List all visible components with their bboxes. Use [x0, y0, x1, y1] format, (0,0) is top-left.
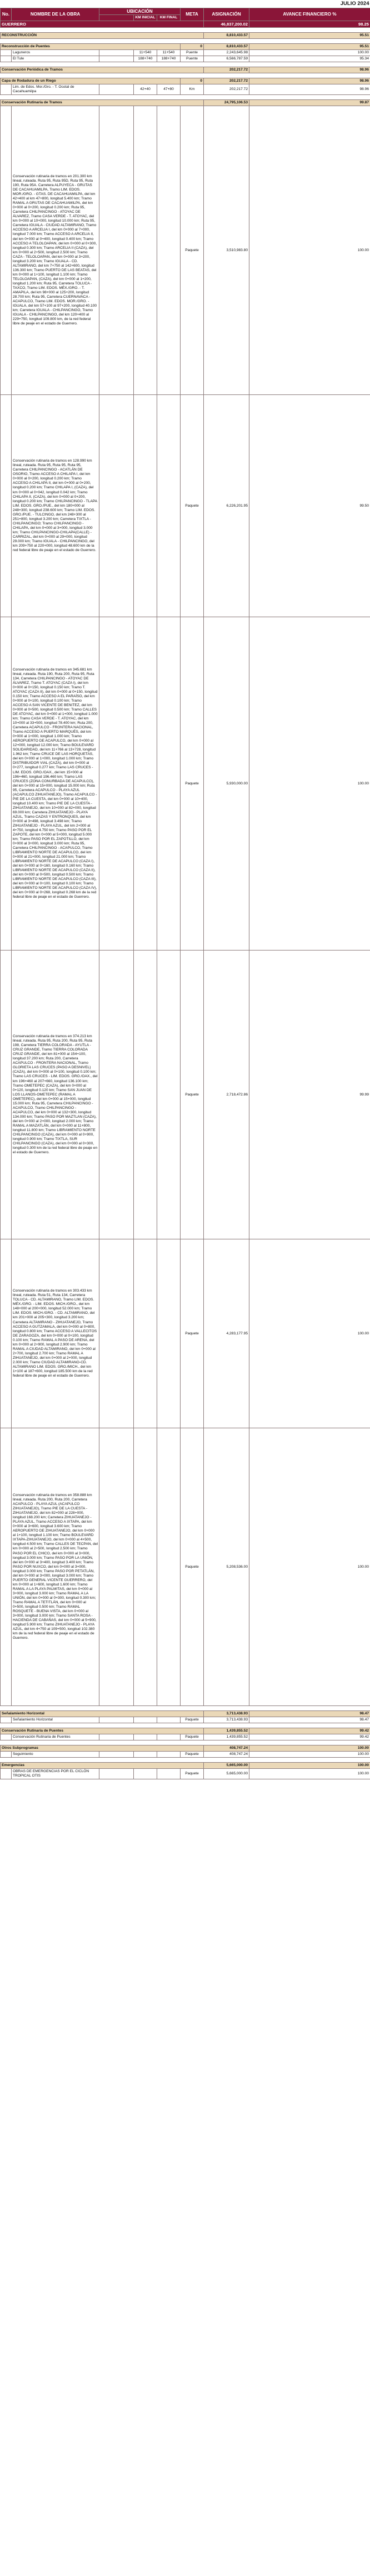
item-ubicacion	[99, 1769, 134, 1779]
item-km-inicial	[134, 1734, 157, 1740]
item-number	[1, 1428, 12, 1706]
spacer-cell	[1, 1758, 370, 1763]
header-meta: META	[181, 8, 204, 21]
spacer-cell	[1, 1706, 370, 1711]
item-asignacion: 5,665,000.00	[204, 1769, 249, 1779]
section-title: Conservación Periódica de Tramos	[1, 67, 204, 73]
item-avance: 99.50	[249, 395, 370, 617]
item-nombre: Conservación Rutinaria de Puentes	[12, 1734, 99, 1740]
item-km-final	[157, 106, 181, 395]
spacer-row	[1, 73, 370, 78]
item-km-final	[157, 1734, 181, 1740]
item-nombre: OBRAS DE EMERGENCIAS POR EL CICLÓN TROPICAL OTIS	[12, 1769, 99, 1779]
item-asignacion: 6,226,201.95	[204, 395, 249, 617]
item-avance: 95.34	[249, 56, 370, 62]
spacer-row	[1, 1758, 370, 1763]
spacer-row	[1, 1740, 370, 1745]
item-nombre: Señalamiento Horizontal	[12, 1717, 99, 1723]
item-ubicacion	[99, 1752, 134, 1758]
header-asignacion: ASIGNACIÓN	[204, 8, 249, 21]
subsection-meta: 0	[181, 43, 204, 49]
item-km-inicial	[134, 1769, 157, 1779]
item-km-inicial	[134, 1752, 157, 1758]
item-ubicacion	[99, 395, 134, 617]
item-km-inicial	[134, 1428, 157, 1706]
state-name: GUERRERO	[1, 21, 204, 27]
item-row	[1, 56, 370, 62]
item-meta: Paquete	[181, 1769, 204, 1779]
item-ubicacion	[99, 951, 134, 1239]
section-asignacion: 5,665,000.00	[204, 1763, 249, 1769]
subsection-title: Capa de Rodadura de un Riego	[1, 78, 181, 84]
item-km-final	[157, 1752, 181, 1758]
item-km-final: 11+540	[157, 49, 181, 56]
item-km-final: 47+80	[157, 84, 181, 95]
section-avance: 98.96	[249, 67, 370, 73]
item-ubicacion	[99, 1428, 134, 1706]
header-ubicacion-blank	[99, 15, 134, 21]
spacer-row	[1, 27, 370, 32]
month-label: JULIO 2024	[340, 1, 369, 7]
item-number	[1, 56, 12, 62]
item-meta: Paquete	[181, 1717, 204, 1723]
spacer-cell	[1, 62, 370, 67]
subsection-row	[1, 78, 370, 84]
item-asignacion: 5,930,000.00	[204, 617, 249, 951]
item-asignacion: 5,208,536.00	[204, 1428, 249, 1706]
item-km-inicial	[134, 106, 157, 395]
item-ubicacion	[99, 84, 134, 95]
item-row	[1, 49, 370, 56]
header-km-inicial: KM INICIAL	[134, 15, 157, 21]
item-number	[1, 84, 12, 95]
item-nombre: Seguimiento	[12, 1752, 99, 1758]
section-title: Señalamiento Horizontal	[1, 1711, 204, 1717]
spacer-row	[1, 38, 370, 43]
item-row	[1, 1734, 370, 1740]
subsection-meta: 0	[181, 78, 204, 84]
item-km-inicial	[134, 617, 157, 951]
item-nombre: Lim. de Edos. Mor./Gro. - T. Ocotal de Cacahuamilpa	[12, 84, 99, 95]
spacer-cell	[1, 38, 370, 43]
section-asignacion: 1,439,855.52	[204, 1728, 249, 1734]
item-row	[1, 1752, 370, 1758]
item-asignacion: 3,713,438.93	[204, 1717, 249, 1723]
section-avance: 100.00	[249, 1745, 370, 1752]
spacer-cell	[1, 73, 370, 78]
spacer-cell	[1, 1723, 370, 1728]
section-title: Conservación Rutinaria de Puentes	[1, 1728, 204, 1734]
section-title: Conservación Rutinaria de Tramos	[1, 100, 204, 106]
section-row	[1, 100, 370, 106]
section-title: Emergencias	[1, 1763, 204, 1769]
item-km-final	[157, 1239, 181, 1428]
item-avance: 98.96	[249, 84, 370, 95]
subsection-avance: 98.96	[249, 78, 370, 84]
item-km-final	[157, 395, 181, 617]
item-km-inicial	[134, 951, 157, 1239]
item-nombre: Conservación rutinaria de tramos en 345.681 km lineal, ruteada. Ruta 190, Ruta 200, Ruta 95, Ruta 134, Carretera CHILPANCINGO - ATOYAC DE ÁLVAREZ, Tramo T. ATOYAC (CAZA I), del km 0+000 al 0+150, longitud 0.150 km; Tramo T. ATOYAC (CAZA II), del km 0+000 al 0+150, longitud 0.150 km; Tramo ACCESO A EL PARAÍSO, del km 0+000 al 0+100, longitud 0.100 km; Tramo ACCESO A SAN VICENTE DE BENITEZ, del km 0+000 al 0+500, longitud 0.500 km; Tramo CALLES DE ATOYAC, del km 0+000 al 1+000, longitud 1.000 km; Tramo CASA VERDE - T. ATOYAC, del km 10+000 al 33+500, longitud 78.400 km; Ruta 200, Carretera ACAPULCO - FRONTERA NACIONAL, Tramo ACCESO A PUERTO MARQUÉS, del km 0+000 al 1+000, longitud 1.000 km; Tramo AEROPUERTO DE ACAPULCO, del km 0+000 al 12+000, longitud 12.000 km; Tramo BOULEVARD SOLIDARIDAD, del km 11+766 al 13+728, longitud 1.962 km; Tramo CRUCE DE LAS HORQUETAS, del km 0+000 al 1+000, longitud 1.000 km; Tramo DISTRIBUIDOR VIAL (CAZA), del km 0+000 al 0+277, longitud 0.277 km; Tramo LAS CRUCES - LIM. EDOS. GRO./OAX., del km 15+000 al 196+460, longitud 196.460 km; Tramo LAS CRUCES (ZONA CONURBADA DE ACAPULCO), del km 0+000 al 15+000, longitud 15.000 km; Ruta 95, Carretera ACAPULCO - PLAYA AZUL (ACAPULCO ZIHUATANEJO), Tramo ACAPULCO - PIE DE LA CUESTA, del km 0+000 al 10+400, longitud 10.400 km; Tramo PIE DE LA CUESTA - ZIHUATANEJO, del km 10+000 al 82+000, longitud 69.000 km; Carretera ZIHUATANEJO - PLAYA AZUL, Tramo CAZAS Y ENTRONQUES, del km 0+000 al 3+498, longitud 3.498 km; Tramo ZIHUATANEJO - PLAYA AZUL, del km 2+000 al 4+750, longitud 4.750 km; Tramo PASO POR EL ZAPOTE, del km 0+000 al 5+000, longitud 5.000 km; Tramo PASO POR EL ZAPOTILLO, del km 0+000 al 3+000, longitud 3.000 km; Ruta 95, Carretera CHILPANCINGO - ACAPULCO, Tramo LIBRAMIENTO NORTE DE ACAPULCO, del km 0+000 al 21+000, longitud 21.000 km; Tramo LIBRAMIENTO NORTE DE ACAPULCO (CAZA I), del km 0+000 al 0+160, longitud 0.160 km; Tramo LIBRAMIENTO NORTE DE ACAPULCO (CAZA II), del km 0+000 al 0+500, longitud 0.500 km; Tramo LIBRAMIENTO NORTE DE ACAPULCO (CAZA III), del km 0+000 al 0+100, longitud 0.100 km; Tramo LIBRAMIENTO NORTE DE ACAPULCO (CAZA IV), del km 0+000 al 0+268, longitud 0.268 km de la red federal libre de peaje en el estado de Guerrero.	[12, 617, 99, 951]
item-km-inicial	[134, 1239, 157, 1428]
item-avance: 100.00	[249, 1239, 370, 1428]
item-avance: 100.00	[249, 49, 370, 56]
subsection-row	[1, 43, 370, 49]
month-row	[1, 0, 370, 8]
item-nombre: Conservación rutinaria de tramos en 358.888 km lineal, ruteada. Ruta 200, Ruta 200, Carretera ACAPULCO - PLAYA AZUL (ACAPULCO ZIHUATANEJO), Tramo PIE DE LA CUESTA - ZIHUATANEJO, del km 82+000 al 228+000, longitud 168.200 km; Carretera ZIHUATANEJO - PLAYA AZUL, Tramo ACCESO A IXTAPA, del km 0+000 al 3+600, longitud 3.600 km; Tramo AEROPUERTO DE ZIHUATANEJO, del km 0+000 al 1+100, longitud 1.100 km; Tramo BOULEVARD IXTAPA-ZIHUATANEJO, del km 0+000 al 4+500, longitud 4.500 km; Tramo CALLES DE TECPAN, del km 0+000 al 2+500, longitud 2.500 km; Tramo PASO POR EL CHICO, del km 0+000 al 3+000, longitud 3.000 km; Tramo PASO POR LA UNIÓN, del km 0+000 al 3+400, longitud 3.400 km; Tramo PASO POR NUXCO, del km 0+000 al 3+000, longitud 3.000 km; Tramo PASO POR PETATLÁN, del km 0+000 al 3+000, longitud 3.000 km; Tramo PUERTO GENERAL VICENTE GUERRERO, del km 0+000 al 1+600, longitud 1.600 km; Tramo RAMAL A LA PLAYA PALMITAS, del km 0+000 al 3+000, longitud 3.000 km; Tramo RAMAL A LA UNIÓN, del km 0+000 al 0+300, longitud 0.300 km; Tramo RAMAL A TETITLÁN, del km 0+000 al 0+500, longitud 0.500 km; Tramo RAMAL ROSQUETE - BUENA VISTA, del km 0+000 al 3+000, longitud 3.000 km; Tramo SANTA ROSA - HACIENDA DE CABAÑAS, del km 0+000 al 5+900, longitud 5.900 km; Tramo ZIHUATANEJO - PLAYA AZUL, del km 4+750 al 109+500, longitud 102.380 km de la red federal libre de peaje en el estado de Guerrero.	[12, 1428, 99, 1706]
item-meta: Paquete	[181, 617, 204, 951]
state-avance: 98.25	[249, 21, 370, 27]
header-row	[1, 8, 370, 14]
item-nombre: Conservación rutinaria de tramos en 374.213 km lineal, ruteada. Ruta 95, Ruta 200, Ruta 95, Ruta 198, Carretera TIERRA COLORADA - AYUTLA - CRUZ GRANDE, Tramo TIERRA COLORADA CRUZ GRANDE, del km 81+000 al 154+100, longitud 37.200 km; Ruta 200, Carretera ACAPULCO - FRONTERA NACIONAL, Tramo GLORIETA LAS CRUCES (PASO A DESNIVEL) (CAZA), del km 0+000 al 0+100, longitud 0.100 km; Tramo LAS CRUCES - LIM. EDOS. GRO./OAX., del km 196+460 al 207+660, longitud 136.100 km; Tramo OMETEPEC (CAZA), del km 0+000 al 0+120, longitud 0.120 km; Tramo SAN JUAN DE LOS LLANOS-OMETEPEC (RAMAL A OMETEPEC), del km 0+000 al 15+000, longitud 15.000 km; Ruta 95, Carretera CHILPANCINGO - ACAPULCO, Tramo CHILPANCINGO - ACAPULCO, del km 0+000 al 132+300, longitud 134.000 km; Tramo PASO POR MAZTLAN (CAZA), del km 0+000 al 2+000, longitud 2.000 km; Tramo RAMAL A MAZATLÁN, del km 0+000 al 11+800, longitud 11.800 km; Tramo LIBRAMIENTO NORTE CHILPANCINGO (CAZA), del km 0+000 al 0+900, longitud 0.900 km; Tramo TIXTLA, SUR CHILPANCINGO (CAZA), del km 0+000 al 0+300, longitud 0.300 km de la red federal libre de peaje en el estado de Guerrero.	[12, 951, 99, 1239]
item-ubicacion	[99, 1717, 134, 1723]
item-number	[1, 1734, 12, 1740]
item-row	[1, 106, 370, 395]
item-km-final	[157, 951, 181, 1239]
item-ubicacion	[99, 56, 134, 62]
section-row	[1, 1763, 370, 1769]
item-nombre: Conservación rutinaria de tramos en 303.433 km lineal, ruteada. Ruta 51, Ruta 134, Carretera TOLUCA - CD. ALTAMIRANO, Tramo LIM. EDOS. MÉX./GRO. - LIM. EDOS. MICH./GRO., del km 148+000 al 200+000, longitud 52.000 km; Tramo LIM. EDOS. MICH./GRO. - CD. ALTAMIRANO, del km 201+000 al 205+300, longitud 3.200 km; Carretera ALTAMIRANO - ZIHUATANEJO, Tramo ACCESO A GUTZAMALA, del km 0+000 al 0+800, longitud 0.800 km; Tramo ACCESO A VALLECITOS DE ZARAGOZA, del km 0+000 al 0+100, longitud 0.100 km; Tramo RAMAL A PASO DE ARENA, del km 0+000 al 2+900, longitud 2.900 km; Tramo RAMAL A CIUDAD ALTAMIRANO, del km 0+000 al 2+700, longitud 2.700 km; Tramo RAMAL A ZIHUATANEJO, del km 0+000 al 2+000, longitud 2.000 km; Tramo CIUDAD ALTAMIRANO-CD. ALTAMIRANO LIM. EDOS. GRO./MICH., del km 1+100 al 187+600, longitud 185.500 km de la red federal libre de peaje en el estado de Guerrero.	[12, 1239, 99, 1428]
header-ubicacion: UBICACIÓN	[99, 8, 181, 14]
item-number	[1, 106, 12, 395]
item-avance: 100.00	[249, 1752, 370, 1758]
item-row	[1, 84, 370, 95]
item-meta: Paquete	[181, 1428, 204, 1706]
item-nombre: Conservación rutinaria de tramos en 201.300 km lineal, ruteada. Ruta 95, Ruta 95D, Ruta 95, Ruta 190, Ruta 95A. Carretera ALPUYECA - GRUTAS DE CACAHUAMILPA, Tramo LIM. EDOS. MOR./GRO. - GTAS. DE CACAHUAMILPA, del km 42+400 al km 47+800, longitud 5.400 km; Tramo RAMAL A GRUTAS DE CACAHUAMILPA, del km 0+000 al 0+200, longitud 0.200 km; Ruta 95, Carretera CHILPANCINGO - ATOYAC DE ÁLVAREZ, Tramo CASA VERDE - T. ATOYAC, del km 0+000 al 10+000, longitud 10.000 km; Ruta 95, Carretera IGUALA - CIUDAD ALTAMIRANO, Tramo ACCESO A ARCELIA I, del km 0+000 al 7+000, longitud 7.000 km; Tramo ACCESO A ARCELIA II, del km 0+000 al 0+400, longitud 0.400 km; Tramo ACCESO A TELOLOAPAN, del km 0+000 al 0+300, longitud 0.300 km; Tramo ARCELIA II (CAZA), del km 0+000 al 2+500, longitud 2.500 km; Tramo CAZA - TELOLOAPAN, del km 0+000 al 3+200, longitud 3.200 km; Tramo IGUALA - CD. ALTAMIRANO, del km 7+750 al 142+600, longitud 136.300 km; Tramo PUERTO DE LAS BEATAS, del km 0+000 al 1+100, longitud 1.100 km; Tramo TELOLOAPAN, (CAZA), del km 0+000 al 1+200, longitud 1.200 km; Ruta 95, Carretera TOLUCA - TAXCO, Tramo LIM. EDOS. MÉX./GRO. - T. AMAPILA, del km 98+000 al 125+200, longitud 28.700 km; Ruta 95, Carretera CUERNAVACA - ACAPULCO, Tramo LIM. EDOS. MOR./GRO. - IGUALA, del km 57+100 al 97+200, longitud 40.100 km; Carretera IGUALA - CHILPANCINGO, Tramo IGUALA - CHILPANCINGO, del km 120+400 al 229+750, longitud 109.800 km, de la red federal libre de peaje en el estado de Guerrero.	[12, 106, 99, 395]
item-meta: Puente	[181, 49, 204, 56]
header-no: No.	[1, 8, 12, 21]
item-avance: 100.00	[249, 1769, 370, 1779]
item-avance: 98.47	[249, 1717, 370, 1723]
item-asignacion: 408,747.24	[204, 1752, 249, 1758]
item-ubicacion	[99, 617, 134, 951]
item-meta: Paquete	[181, 951, 204, 1239]
subsection-asignacion: 8,810,433.57	[204, 43, 249, 49]
spacer-row	[1, 95, 370, 100]
item-asignacion: 1,439,855.52	[204, 1734, 249, 1740]
item-number	[1, 49, 12, 56]
item-km-inicial	[134, 1717, 157, 1723]
item-meta: Paquete	[181, 1239, 204, 1428]
item-row	[1, 1717, 370, 1723]
item-number	[1, 1752, 12, 1758]
item-avance: 100.00	[249, 106, 370, 395]
item-nombre: El Tule	[12, 56, 99, 62]
section-asignacion: 8,810,433.57	[204, 32, 249, 38]
item-number	[1, 1769, 12, 1779]
item-asignacion: 2,718,472.86	[204, 951, 249, 1239]
item-km-inicial: 11+540	[134, 49, 157, 56]
item-avance: 100.00	[249, 1428, 370, 1706]
spacer-row	[1, 1723, 370, 1728]
item-asignacion: 3,510,983.80	[204, 106, 249, 395]
item-km-final	[157, 617, 181, 951]
spacer-cell	[1, 95, 370, 100]
item-row	[1, 951, 370, 1239]
spacer-row	[1, 62, 370, 67]
section-row	[1, 1745, 370, 1752]
report-body	[1, 21, 370, 1779]
spacer-row	[1, 1706, 370, 1711]
item-km-inicial	[134, 395, 157, 617]
section-avance: 98.47	[249, 1711, 370, 1717]
item-asignacion: 202,217.72	[204, 84, 249, 95]
state-row	[1, 21, 370, 27]
section-avance: 95.51	[249, 32, 370, 38]
item-ubicacion	[99, 1734, 134, 1740]
item-row	[1, 1769, 370, 1779]
item-meta: Paquete	[181, 395, 204, 617]
section-title: RECONSTRUCCIÓN	[1, 32, 204, 38]
spacer-cell	[1, 27, 370, 32]
subsection-avance: 95.51	[249, 43, 370, 49]
item-row	[1, 395, 370, 617]
spacer-cell	[1, 1740, 370, 1745]
item-number	[1, 951, 12, 1239]
section-avance: 99.87	[249, 100, 370, 106]
subsection-title: Reconstrucción de Puentes	[1, 43, 181, 49]
item-row	[1, 1428, 370, 1706]
state-asignacion: 46,837,200.02	[204, 21, 249, 27]
item-asignacion: 2,243,645.98	[204, 49, 249, 56]
section-asignacion: 408,747.24	[204, 1745, 249, 1752]
section-row	[1, 1711, 370, 1717]
item-number	[1, 1239, 12, 1428]
item-meta: Paquete	[181, 106, 204, 395]
section-title: Otros Subprogramas	[1, 1745, 204, 1752]
item-km-final	[157, 1769, 181, 1779]
item-km-final	[157, 1717, 181, 1723]
header-nombre: NOMBRE DE LA OBRA	[12, 8, 99, 21]
section-asignacion: 3,713,438.93	[204, 1711, 249, 1717]
item-row	[1, 617, 370, 951]
item-meta: Paquete	[181, 1752, 204, 1758]
item-asignacion: 4,283,177.95	[204, 1239, 249, 1428]
item-ubicacion	[99, 1239, 134, 1428]
item-meta: Km	[181, 84, 204, 95]
section-row	[1, 67, 370, 73]
section-avance: 100.00	[249, 1763, 370, 1769]
item-km-inicial: 42+40	[134, 84, 157, 95]
item-nombre: Conservación rutinaria de tramos en 128.990 km lineal, ruteada. Ruta 95, Ruta 95, Ruta 95, Carretera CHILPANCINGO - ACATLÁN DE OSORIO, Tramo ACCESO A CHILAPA I, del km 0+000 al 0+200, longitud 0.200 km; Tramo ACCESO A CHILAPA II, del km 0+000 al 0+200, longitud 0.200 km; Tramo CHILAPA I, (CAZA), del km 0+000 al 0+042, longitud 0.042 km; Tramo CHILAPA II, (CAZA), del km 0+000 al 0+200, longitud 0.200 km; Tramo CHILPANCINGO - TLAPA LIM. EDOS. GRO./PUE., del km 180+000 al 248+300, longitud 238.600 km; Tramo LIM. EDOS. GRO./PUE. - TULCINGO, del km 248+300 al 251+800, longitud 3.200 km; Carretera TIXTLA - CHILPANCINGO; Tramo CHILPANCINGO - CHILAPA, del km 0+000 al 3+000, longitud 3.000 km; Tramo CHILPANCINGO-CHILAPA(CALLE) - CARRIZAL, del km 0+000 al 29+000, longitud 29.000 km; Tramo IGUALA - CHILPANCINGO, del km 209+750 al 220+000, longitud 48.600 km de la red federal libre de peaje en el estado de Guerrero.	[12, 395, 99, 617]
item-asignacion: 6,566,787.59	[204, 56, 249, 62]
item-number	[1, 617, 12, 951]
item-km-final	[157, 1428, 181, 1706]
item-avance: 99.99	[249, 951, 370, 1239]
header-km-final: KM FINAL	[157, 15, 181, 21]
item-row	[1, 1239, 370, 1428]
section-avance: 99.42	[249, 1728, 370, 1734]
section-row	[1, 1728, 370, 1734]
section-row	[1, 32, 370, 38]
item-km-final: 188+740	[157, 56, 181, 62]
item-meta: Paquete	[181, 1734, 204, 1740]
item-ubicacion	[99, 106, 134, 395]
item-meta: Puente	[181, 56, 204, 62]
item-avance: 99.42	[249, 1734, 370, 1740]
item-number	[1, 1717, 12, 1723]
item-km-inicial: 188+740	[134, 56, 157, 62]
section-asignacion: 24,795,106.53	[204, 100, 249, 106]
subsection-asignacion: 202,217.72	[204, 78, 249, 84]
item-avance: 100.00	[249, 617, 370, 951]
header-avance: AVANCE FINANCIERO %	[249, 8, 370, 21]
item-nombre: Laguneros	[12, 49, 99, 56]
section-asignacion: 202,217.72	[204, 67, 249, 73]
item-number	[1, 395, 12, 617]
item-ubicacion	[99, 49, 134, 56]
